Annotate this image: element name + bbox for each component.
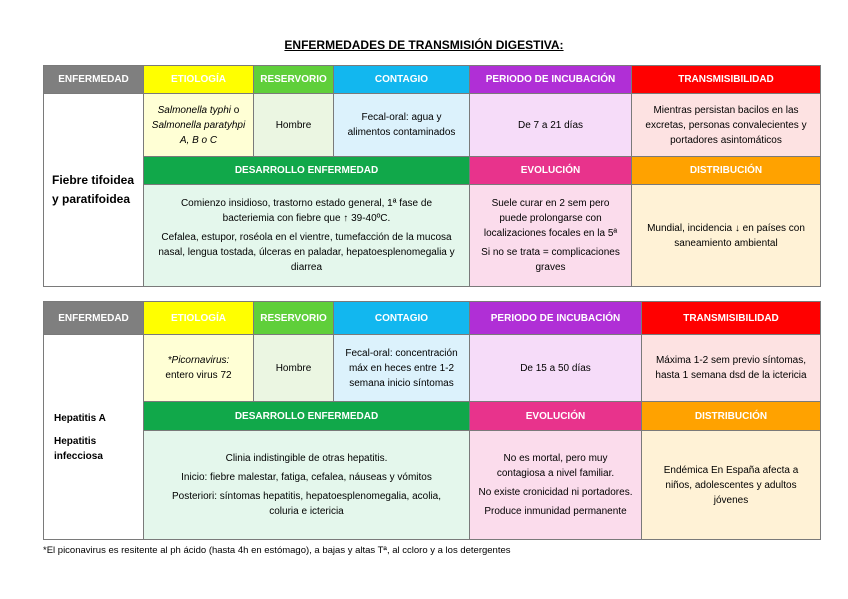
header-distribucion: DISTRIBUCIÓN — [631, 156, 821, 185]
header-contagio: CONTAGIO — [333, 65, 470, 94]
etiologia-organism-2: entero virus 72 — [165, 370, 232, 381]
etiologia-connector: o — [231, 104, 240, 116]
header-etiologia: ETIOLOGÍA — [143, 65, 254, 94]
etiologia-organism-1: Salmonella typhi — [157, 104, 232, 116]
desarrollo-cell — [143, 430, 470, 540]
contagio-cell: Fecal-oral: agua y alimentos contaminados — [333, 93, 470, 157]
header-incubacion: PERIODO DE INCUBACIÓN — [469, 301, 642, 335]
desarrollo-paragraph-1: Comienzo insidioso, trastorno estado general, 1ª fase de bacteriemia con fiebre que ↑ 39-40ºC. — [180, 198, 433, 224]
header-desarrollo: DESARROLLO ENFERMEDAD — [143, 401, 470, 431]
header-contagio: CONTAGIO — [333, 301, 470, 335]
evolucion-paragraph-2: No existe cronicidad ni portadores. — [478, 487, 633, 498]
evolucion-paragraph-1: Suele curar en 2 sem pero puede prolongarse con localizaciones focales en la 5ª — [483, 198, 618, 239]
desarrollo-paragraph-1: Clinia indistingible de otras hepatitis. — [225, 453, 388, 464]
reservorio-cell: Hombre — [253, 334, 334, 402]
header-etiologia: ETIOLOGÍA — [143, 301, 254, 335]
etiologia-organism-1: *Picornavirus: — [167, 355, 230, 366]
evolucion-paragraph-2: Si no se trata = complicaciones graves — [481, 247, 620, 273]
page-title: ENFERMEDADES DE TRANSMISIÓN DIGESTIVA: — [284, 38, 564, 52]
header-incubacion: PERIODO DE INCUBACIÓN — [469, 65, 632, 94]
header-enfermedad: ENFERMEDAD — [43, 301, 144, 335]
evolucion-paragraph-3: Produce inmunidad permanente — [484, 506, 627, 517]
disease-name — [43, 334, 144, 540]
reservorio-cell: Hombre — [253, 93, 334, 157]
etiologia-organism-2: Salmonella paratyhpi A, B o C — [151, 119, 246, 146]
transmisibilidad-cell: Mientras persistan bacilos en las excretas, personas convalecientes y portadores asintomáticos — [631, 93, 821, 157]
evolucion-cell — [469, 430, 642, 540]
footnote: *El piconavirus es resitente al ph ácido (hasta 4h en estómago), a bajas y altas Tª, al ccloro y a los detergentes — [43, 545, 511, 556]
incubacion-cell: De 7 a 21 días — [469, 93, 632, 157]
disease-line-1: Fiebre tifoidea — [52, 172, 135, 187]
contagio-cell: Fecal-oral: concentración máx en heces entre 1-2 semana inicio síntomas — [333, 334, 470, 402]
header-transmisibilidad: TRANSMISIBILIDAD — [641, 301, 821, 335]
header-evolucion: EVOLUCIÓN — [469, 156, 632, 185]
incubacion-cell: De 15 a 50 días — [469, 334, 642, 402]
disease-line-2: Hepatitis infecciosa — [54, 435, 103, 462]
etiologia-cell — [143, 93, 254, 157]
evolucion-cell — [469, 184, 632, 287]
distribucion-cell: Mundial, incidencia ↓ en países con saneamiento ambiental — [631, 184, 821, 287]
disease-name — [43, 93, 144, 287]
desarrollo-paragraph-2: Cefalea, estupor, roséola en el vientre, tumefacción de la mucosa nasal, lengua tostada, úlceras en paladar, hepatoesplenomegalia y diarrea — [158, 232, 455, 273]
header-desarrollo: DESARROLLO ENFERMEDAD — [143, 156, 470, 185]
header-evolucion: EVOLUCIÓN — [469, 401, 642, 431]
header-transmisibilidad: TRANSMISIBILIDAD — [631, 65, 821, 94]
header-distribucion: DISTRIBUCIÓN — [641, 401, 821, 431]
desarrollo-paragraph-3: Posteriori: síntomas hepatitis, hepatoesplenomegalia, acolia, coluria e ictericia — [171, 491, 442, 517]
header-enfermedad: ENFERMEDAD — [43, 65, 144, 94]
header-reservorio: RESERVORIO — [253, 65, 334, 94]
desarrollo-paragraph-2: Inicio: fiebre malestar, fatiga, cefalea, náuseas y vómitos — [181, 472, 432, 483]
transmisibilidad-cell: Máxima 1-2 sem previo síntomas, hasta 1 semana dsd de la ictericia — [641, 334, 821, 402]
disease-line-1: Hepatitis A — [54, 412, 106, 424]
desarrollo-cell — [143, 184, 470, 287]
disease-line-2: y paratifoidea — [52, 192, 131, 206]
distribucion-cell: Endémica En España afecta a niños, adolescentes y adultos jóvenes — [641, 430, 821, 540]
evolucion-paragraph-1: No es mortal, pero muy contagiosa a nivel familiar. — [496, 453, 615, 479]
header-reservorio: RESERVORIO — [253, 301, 334, 335]
etiologia-cell — [143, 334, 254, 402]
